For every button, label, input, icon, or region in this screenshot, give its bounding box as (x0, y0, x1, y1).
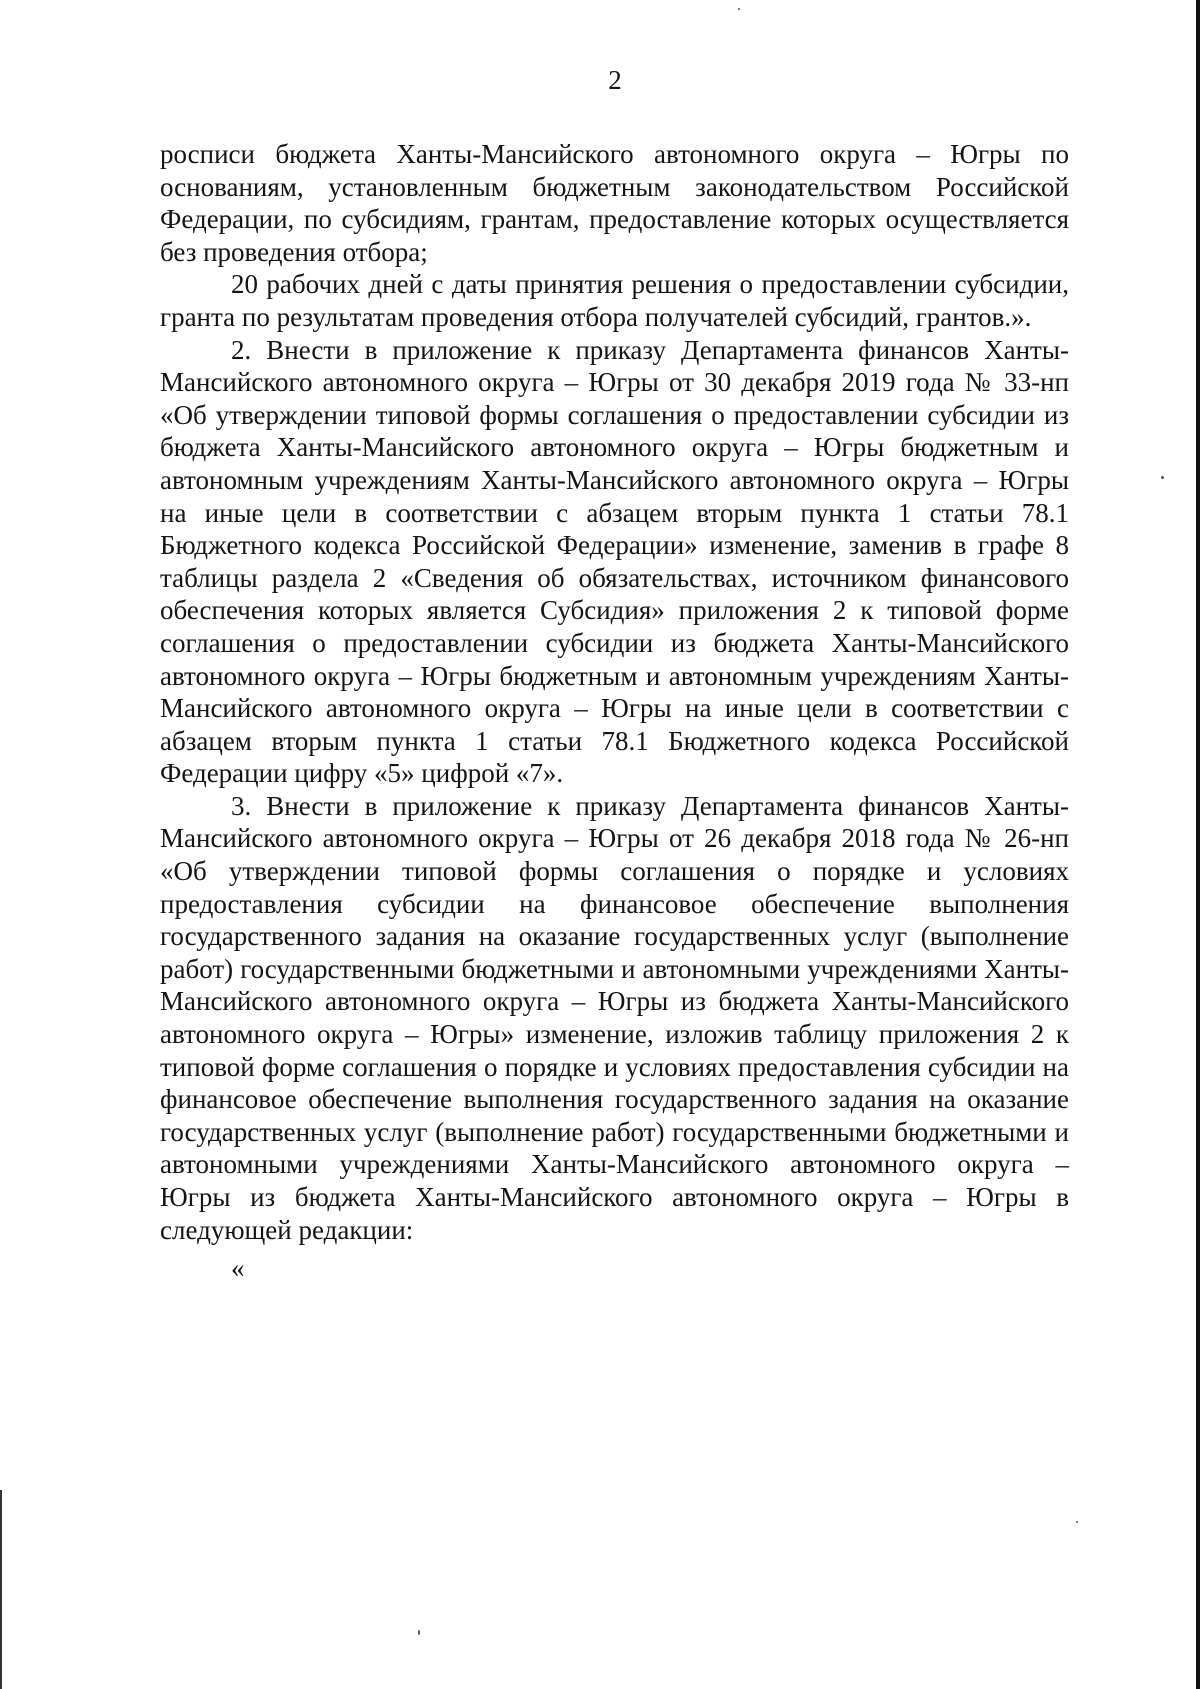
document-body (160, 138, 1069, 1285)
paragraph-deadline: 20 рабочих дней с даты принятия решения о предоставлении субсидии, гранта по результатам проведения отбора получателей субсидий, грантов.». (160, 269, 1069, 332)
paragraph-item-3: 3. Внести в приложение к приказу Департамента финансов Ханты-Мансийского автономного округа – Югры от 26 декабря 2018 года № 26-нп «Об утверждении типовой формы соглашения о порядке и условиях предоставления субсидии на финансовое обеспечение выполнения государственного задания на оказание государственных услуг (выполнение работ) государственными бюджетными и автономными учреждениями Ханты-Мансийского автономного округа – Югры из бюджета Ханты-Мансийского автономного округа – Югры» изменение, изложив таблицу приложения 2 к типовой форме соглашения о порядке и условиях предоставления субсидии на финансовое обеспечение выполнения государственного задания на оказание государственных услуг (выполнение работ) государственными бюджетными и автономными учреждениями Ханты-Мансийского автономного округа – Югры из бюджета Ханты-Мансийского автономного округа – Югры в следующей редакции: (160, 790, 1069, 1245)
opening-quote-mark: « (231, 1253, 245, 1284)
scan-speck (1161, 476, 1164, 479)
page-number: 2 (608, 65, 622, 95)
scan-edge-left (0, 1490, 2, 1689)
scan-speck (418, 1630, 420, 1635)
scan-speck (1076, 1521, 1078, 1523)
scan-speck (738, 8, 740, 10)
paragraph-continuation: росписи бюджета Ханты-Мансийского автономного округа – Югры по основаниям, установленным бюджетным законодательством Российской Федерации, по субсидиям, грантам, предоставление которых осуществляется без проведения отбора; (160, 139, 1069, 267)
scan-edge-right (1196, 0, 1200, 1689)
paragraph-item-2: 2. Внести в приложение к приказу Департамента финансов Ханты-Мансийского автономного округа – Югры от 30 декабря 2019 года № 33-нп «Об утверждении типовой формы соглашения о предоставлении субсидии из бюджета Ханты-Мансийского автономного округа – Югры бюджетным и автономным учреждениям Ханты-Мансийского автономного округа – Югры на иные цели в соответствии с абзацем вторым пункта 1 статьи 78.1 Бюджетного кодекса Российской Федерации» изменение, заменив в графе 8 таблицы раздела 2 «Сведения об обязательствах, источником финансового обеспечения которых является Субсидия» приложения 2 к типовой форме соглашения о предоставлении субсидии из бюджета Ханты-Мансийского автономного округа – Югры бюджетным и автономным учреждениям Ханты-Мансийского автономного округа – Югры на иные цели в соответствии с абзацем вторым пункта 1 статьи 78.1 Бюджетного кодекса Российской Федерации цифру «5» цифрой «7». (160, 334, 1069, 789)
